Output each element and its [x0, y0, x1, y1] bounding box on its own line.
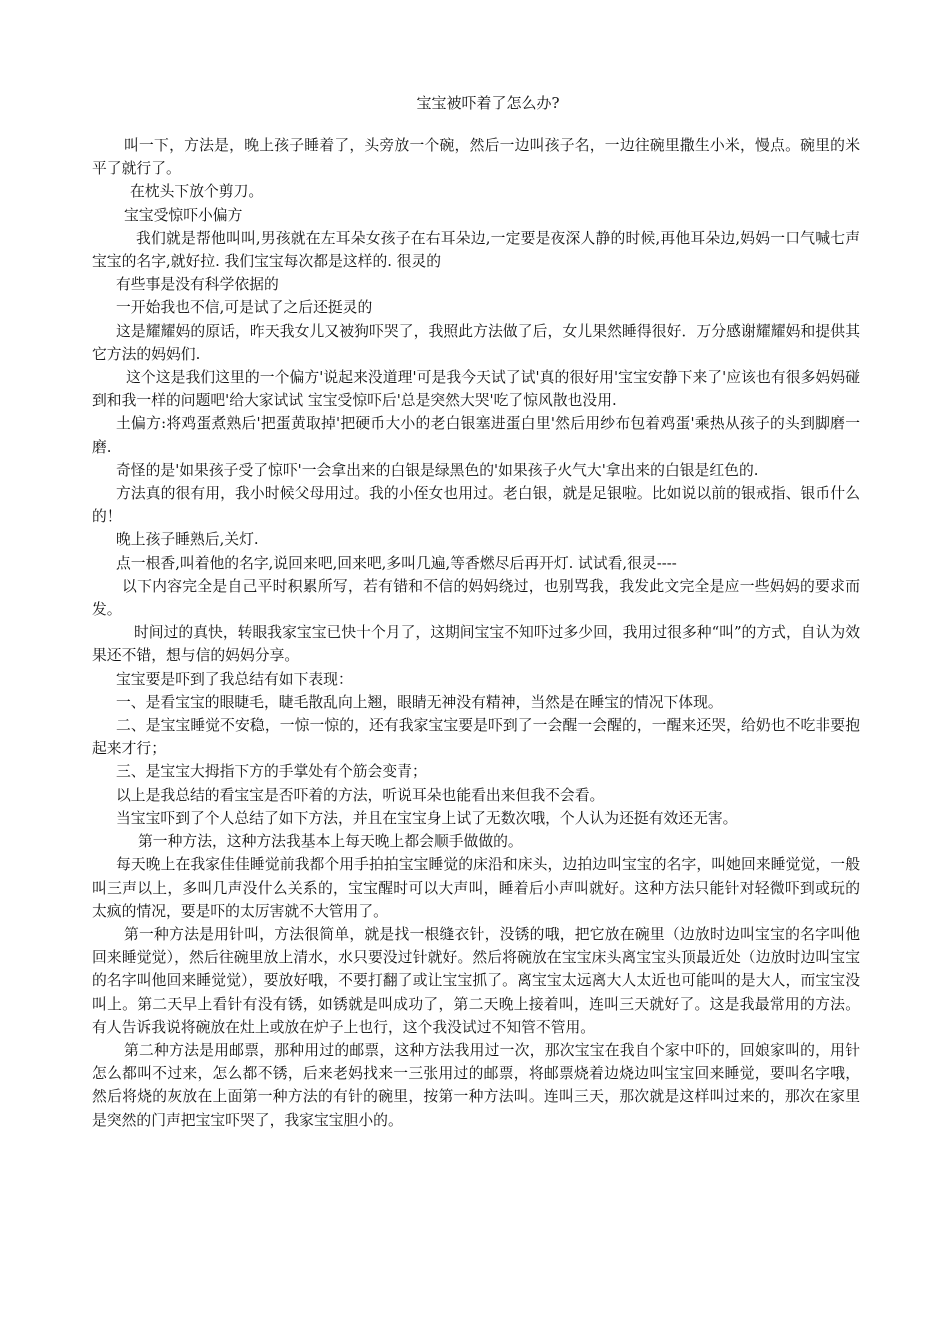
paragraph-3: 宝宝受惊吓小偏方	[124, 206, 243, 224]
paragraph-2: 在枕头下放个剪刀。	[130, 183, 264, 201]
paragraph-21: 当宝宝吓到了个人总结了如下方法，并且在宝宝身上试了无数次哦，个人认为还挺有效还无害。	[116, 809, 738, 827]
paragraph-15: 时间过的真快，转眼我家宝宝已快十个月了，这期间宝宝不知吓过多少回，我用过很多种“叫”的方式，自认为效果还不错，想与信的妈妈分享。	[92, 624, 860, 665]
paragraph-12: 晚上孩子睡熟后,关灯.	[116, 531, 259, 549]
paragraph-8: 这个这是我们这里的一个偏方'说起来没道理'可是我今天试了试'真的很好用'宝宝安静下来了'应该也有很多妈妈碰到和我一样的问题吧'给大家试试 宝宝受惊吓后'总是突然大哭'吃了惊风散也没用.	[92, 369, 860, 410]
paragraph-14: 以下内容完全是自己平时积累所写，若有错和不信的妈妈绕过，也别骂我，我发此文完全是应一些妈妈的要求而发。	[92, 577, 860, 619]
paragraph-17: 一、是看宝宝的眼睫毛，睫毛散乱向上翘，眼睛无神没有精神，当然是在睡宝的情况下体现。	[116, 693, 723, 711]
document-page	[92, 92, 860, 1132]
paragraph-11: 方法真的很有用，我小时候父母用过。我的小侄女也用过。老白银，就是足银啦。比如说以前的银戒指、银币什么的！	[92, 485, 860, 526]
paragraph-23: 每天晚上在我家佳佳睡觉前我都个用手拍拍宝宝睡觉的床沿和床头，边拍边叫宝宝的名字，叫她回来睡觉觉，一般叫三声以上，多叫几声没什么关系的，宝宝醒时可以大声叫，睡着后小声叫就好。这种方法只能针对轻微吓到或玩的太疯的情况，要是吓的太厉害就不大管用了。	[92, 856, 860, 920]
paragraph-4: 我们就是帮他叫叫,男孩就在左耳朵女孩子在右耳朵边,一定要是夜深人静的时候,再他耳朵边,妈妈一口气喊七声宝宝的名字,就好拉. 我们宝宝每次都是这样的. 很灵的	[92, 229, 860, 271]
paragraph-22: 第一种方法，这种方法我基本上每天晚上都会顺手做做的。	[138, 833, 523, 851]
paragraph-5: 有些事是没有科学依据的	[116, 276, 279, 294]
document-title: 宝宝被吓着了怎么办?	[416, 94, 560, 112]
paragraph-1: 叫一下，方法是，晚上孩子睡着了，头旁放一个碗，然后一边叫孩子名，一边往碗里撒生小米，慢点。碗里的米平了就行了。	[92, 137, 860, 178]
paragraph-25: 第二种方法是用邮票，那种用过的邮票，这种方法我用过一次，那次宝宝在我自个家中吓的，回娘家叫的，用针怎么都叫不过来，怎么都不锈，后来老妈找来一三张用过的邮票，将邮票烧着边烧边叫宝宝回来睡觉，要叫名字哦，然后将烧的灰放在上面第一种方法的有针的碗里，按第一种方法叫。连叫三天，那次就是这样叫过来的，那次在家里是突然的门声把宝宝吓哭了，我家宝宝胆小的。	[92, 1041, 860, 1129]
paragraph-19: 三、是宝宝大拇指下方的手掌处有个筋会变青；	[116, 763, 427, 781]
paragraph-7: 这是耀耀妈的原话，昨天我女儿又被狗吓哭了，我照此方法做了后，女儿果然睡得很好．万分感谢耀耀妈和提供其它方法的妈妈们.	[92, 322, 860, 363]
paragraph-13: 点一根香,叫着他的名字,说回来吧,回来吧,多叫几遍,等香燃尽后再开灯. 试试看,很灵----	[116, 554, 677, 572]
paragraph-16: 宝宝要是吓到了我总结有如下表现：	[116, 670, 353, 688]
paragraph-24: 第一种方法是用针叫，方法很简单，就是找一根缝衣针，没锈的哦，把它放在碗里（边放时边叫宝宝的名字叫他回来睡觉觉），然后往碗里放上清水，水只要没过针就好。然后将碗放在宝宝床头离宝宝头顶最近处（边放时边叫宝宝的名字叫他回来睡觉觉），要放好哦，不要打翻了或让宝宝抓了。离宝宝太远离大人太近也可能叫的是大人，而宝宝没叫上。第二天早上看针有没有锈，如锈就是叫成功了，第二天晚上接着叫，连叫三天就好了。这是我最常用的方法。有人告诉我说将碗放在灶上或放在炉子上也行，这个我没试过不知管不管用。	[92, 925, 860, 1036]
paragraph-6: 一开始我也不信,可是试了之后还挺灵的	[116, 299, 373, 317]
paragraph-18: 二、是宝宝睡觉不安稳，一惊一惊的，还有我家宝宝要是吓到了一会醒一会醒的，一醒来还哭，给奶也不吃非要抱起来才行；	[92, 717, 860, 758]
paragraph-9: 土偏方:将鸡蛋煮熟后'把蛋黄取掉'把硬币大小的老白银塞进蛋白里'然后用纱布包着鸡蛋'乘热从孩子的头到脚磨一磨.	[92, 415, 860, 456]
paragraph-10: 奇怪的是'如果孩子受了惊吓'一会拿出来的白银是绿黑色的'如果孩子火气大'拿出来的白银是红色的.	[116, 461, 759, 479]
paragraph-20: 以上是我总结的看宝宝是否吓着的方法，听说耳朵也能看出来但我不会看。	[116, 786, 605, 804]
